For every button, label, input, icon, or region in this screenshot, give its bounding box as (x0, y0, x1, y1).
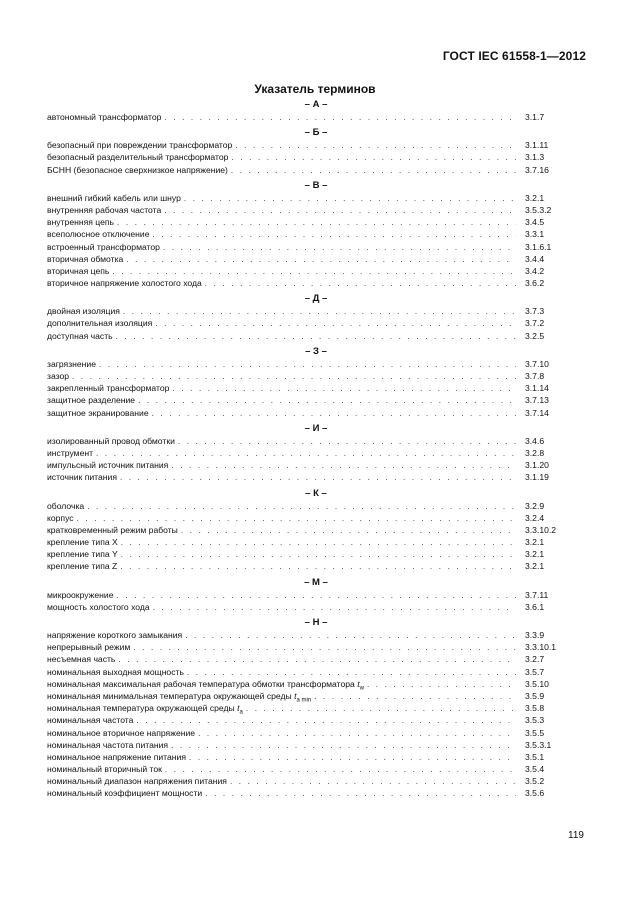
term-text: номинальная выходная мощность (47, 666, 184, 677)
index-term (47, 330, 113, 342)
index-reference: 3.2.8 (525, 447, 545, 458)
index-term (47, 265, 109, 277)
index-entry (47, 111, 577, 123)
dot-leader (117, 217, 516, 229)
dot-leader (189, 752, 516, 764)
term-text: зазор (47, 371, 70, 381)
dot-leader (230, 776, 516, 788)
term-text: кратковременный режим работы (47, 524, 178, 535)
index-reference: 3.6.1 (525, 601, 545, 612)
term-symbol-subscript: a min (296, 697, 312, 704)
dot-leader (231, 165, 516, 177)
index-term (47, 216, 114, 228)
index-reference: 3.7.3 (525, 306, 545, 317)
dot-leader (133, 642, 516, 654)
dot-leader (246, 703, 516, 715)
index-reference: 3.3.9 (525, 630, 545, 640)
index-reference: 3.7.2 (525, 318, 545, 329)
index-reference: 3.1.14 (525, 383, 549, 394)
index-entry (47, 151, 577, 163)
dot-leader (126, 254, 516, 266)
index-entry (47, 536, 577, 548)
index-entry (47, 512, 577, 524)
term-text: внутренняя рабочая частота (47, 204, 162, 215)
dot-leader (231, 152, 516, 164)
index-entry (47, 139, 577, 151)
index-reference: 3.4.2 (525, 265, 545, 276)
index-entry (47, 702, 577, 714)
index-entry (47, 666, 577, 678)
document-header: ГОСТ IEC 61558-1—2012 (442, 49, 586, 63)
index-entry (47, 228, 577, 240)
page-number: 119 (568, 830, 584, 841)
index-term (47, 524, 178, 536)
index-term (47, 394, 135, 406)
index-entry (47, 241, 577, 253)
index-entry (47, 253, 577, 265)
term-text: оболочка (47, 500, 85, 511)
term-text: закрепленный трансформатор (47, 383, 170, 394)
index-reference: 3.5.3.2 (525, 204, 552, 215)
index-term (47, 111, 161, 123)
index-term (47, 317, 152, 329)
index-entry (47, 164, 577, 176)
term-text: доступная часть (47, 330, 113, 341)
index-term (47, 512, 74, 524)
dot-leader (205, 278, 516, 290)
term-text: вторичная обмотка (47, 253, 124, 264)
index-reference: 3.5.7 (525, 666, 545, 677)
term-text: безопасный при повреждении трансформатор (47, 140, 233, 151)
index-reference: 3.5.10 (525, 678, 549, 689)
term-text: внутренняя цепь (47, 217, 115, 228)
index-reference: 3.5.8 (525, 703, 545, 714)
term-text: несъемная часть (47, 654, 116, 665)
term-text: вторичное напряжение холостого хода (47, 278, 202, 289)
index-title: Указатель терминов (254, 82, 376, 96)
term-text: номинальное напряжение питания (47, 751, 186, 762)
dot-leader (184, 193, 516, 205)
index-term (47, 739, 168, 751)
index-reference: 3.1.7 (525, 112, 545, 122)
term-text: номинальный диапазон напряжения питания (47, 776, 227, 787)
term-text: вторичная цепь (47, 265, 110, 276)
term-text: внешний гибкий кабель или шнур (47, 192, 181, 203)
index-term (47, 139, 232, 151)
index-entry (47, 382, 577, 394)
index-reference: 3.1.11 (525, 140, 549, 151)
index-term (47, 601, 150, 613)
index-term (47, 241, 160, 253)
dot-leader (181, 525, 516, 537)
index-entry (47, 305, 577, 317)
term-text: крепление типа Y (47, 549, 118, 560)
dot-leader (121, 537, 516, 549)
dot-leader (163, 242, 516, 254)
term-text: номинальная максимальная рабочая температура обмотки трансформатора (47, 678, 355, 689)
index-term (47, 589, 114, 601)
index-reference: 3.2.4 (525, 512, 545, 523)
index-reference: 3.2.1 (525, 549, 545, 560)
dot-leader (198, 728, 516, 740)
letter-heading: – В – (304, 179, 328, 191)
term-text: номинальное вторичное напряжение (47, 727, 196, 738)
term-text: микроокружение (47, 589, 114, 600)
dot-leader (117, 590, 517, 602)
index-reference: 3.1.3 (525, 152, 545, 163)
term-text: БСНН (безопасное сверхнизкое напряжение) (47, 164, 228, 175)
index-entry (47, 500, 577, 512)
index-reference: 3.5.3.1 (525, 739, 552, 750)
index-term (47, 641, 130, 653)
index-entry (47, 317, 577, 329)
term-text: крепление типа Z (47, 561, 118, 572)
term-text: номинальный коэффициент мощности (47, 788, 203, 799)
index-entry (47, 394, 577, 406)
index-reference: 3.2.7 (525, 654, 545, 665)
dot-leader (178, 436, 516, 448)
index-term (47, 459, 168, 471)
index-reference: 3.7.11 (525, 589, 549, 600)
term-text: крепление типа X (47, 537, 118, 548)
index-term (47, 164, 228, 176)
index-term (47, 548, 118, 560)
dot-leader (164, 205, 516, 217)
index-reference: 3.2.5 (525, 330, 545, 341)
index-reference: 3.5.9 (525, 690, 545, 701)
index-entry (47, 589, 577, 601)
term-text: источник питания (47, 472, 117, 483)
index-term (47, 560, 117, 572)
term-symbol: t (357, 678, 360, 689)
term-text: мощность холостого хода (47, 601, 150, 612)
index-term (47, 727, 195, 739)
dot-leader (314, 691, 516, 703)
index-entry (47, 763, 577, 775)
index-section (47, 126, 577, 176)
letter-heading: – И – (304, 422, 328, 434)
dot-leader (152, 229, 516, 241)
index-term (47, 763, 162, 775)
term-text: корпус (47, 512, 74, 523)
term-text: номинальный вторичный ток (47, 764, 162, 775)
index-term (47, 204, 161, 216)
index-reference: 3.2.9 (525, 500, 545, 511)
index-term (47, 447, 93, 459)
dot-leader (138, 395, 516, 407)
letter-heading: – К – (305, 487, 327, 499)
letter-heading: – Д – (304, 293, 328, 305)
index-reference: 3.5.5 (525, 727, 545, 738)
index-reference: 3.1.20 (525, 460, 549, 471)
index-term (47, 192, 181, 204)
index-section (47, 422, 577, 484)
index-entry (47, 560, 577, 572)
dot-leader (123, 306, 516, 318)
index-entry (47, 548, 577, 560)
dot-leader (120, 561, 516, 573)
index-reference: 3.5.2 (525, 776, 545, 787)
term-text: всеполюсное отключение (47, 229, 150, 240)
index-entry (47, 216, 577, 228)
index-term (47, 370, 69, 382)
index-term (47, 629, 182, 641)
index-section (47, 179, 577, 290)
index-entry (47, 653, 577, 665)
letter-heading: – З – (305, 345, 327, 357)
dot-leader (235, 140, 516, 152)
index-entry (47, 629, 577, 641)
term-text: непрерывный режим (47, 642, 131, 653)
index-entry (47, 265, 577, 277)
letter-heading: – М – (304, 576, 328, 588)
term-text: защитное разделение (47, 395, 136, 406)
index-content (47, 98, 577, 803)
letter-heading: – А – (304, 99, 328, 110)
term-text: инструмент (47, 447, 94, 458)
dot-leader (172, 383, 516, 395)
dot-leader (120, 472, 516, 484)
index-reference: 3.7.8 (525, 371, 545, 381)
index-section (47, 576, 577, 613)
index-entry (47, 204, 577, 216)
term-symbol: t (237, 703, 240, 714)
index-entry (47, 471, 577, 483)
dot-leader (99, 359, 516, 371)
index-entry (47, 601, 577, 613)
index-reference: 3.1.19 (525, 472, 549, 483)
index-section (47, 345, 577, 419)
term-symbol-subscript: a (239, 709, 243, 716)
index-term (47, 653, 115, 665)
index-term (47, 775, 227, 787)
index-section (47, 292, 577, 342)
index-reference: 3.4.4 (525, 253, 545, 264)
dot-leader (185, 630, 516, 642)
dot-leader (164, 112, 516, 124)
index-term (47, 358, 96, 370)
index-term (47, 435, 175, 447)
index-reference: 3.7.14 (525, 407, 549, 418)
index-reference: 3.2.1 (525, 537, 545, 548)
term-text: импульсный источник питания (47, 460, 169, 471)
term-text: изолированный провод обмотки (47, 435, 175, 446)
dot-leader (205, 788, 516, 800)
index-section (47, 616, 577, 800)
index-reference: 3.7.13 (525, 395, 549, 406)
dot-leader (153, 602, 516, 614)
index-term (47, 407, 149, 419)
index-reference: 3.1.6.1 (525, 241, 552, 252)
index-entry (47, 641, 577, 653)
term-text: загрязнение (47, 358, 96, 369)
index-entry (47, 727, 577, 739)
index-reference: 3.4.5 (525, 217, 545, 228)
dot-leader (152, 408, 516, 420)
index-reference: 3.6.2 (525, 278, 545, 289)
index-term (47, 277, 202, 289)
dot-leader (171, 740, 516, 752)
letter-heading: – Н – (304, 617, 328, 628)
index-reference: 3.7.10 (525, 358, 549, 369)
term-symbol: t (294, 690, 297, 701)
term-text: номинальная температура окружающей среды (47, 703, 235, 714)
index-section (47, 487, 577, 573)
index-term (47, 471, 117, 483)
index-entry (47, 447, 577, 459)
dot-leader (87, 501, 516, 513)
index-reference: 3.5.6 (525, 788, 545, 799)
dot-leader (121, 549, 516, 561)
index-term (47, 714, 133, 726)
index-reference: 3.5.1 (525, 751, 545, 762)
term-text: напряжение короткого замыкания (47, 630, 183, 640)
index-entry (47, 330, 577, 342)
index-entry (47, 407, 577, 419)
index-entry (47, 277, 577, 289)
index-term (47, 666, 184, 678)
index-entry (47, 192, 577, 204)
index-reference: 3.4.6 (525, 435, 545, 446)
term-text: автономный трансформатор (47, 112, 162, 122)
term-text: номинальная частота (47, 715, 134, 726)
index-reference: 3.2.1 (525, 192, 545, 203)
index-entry (47, 714, 577, 726)
term-symbol-subscript: w (359, 685, 364, 692)
term-text: встроенный трансформатор (47, 241, 160, 252)
index-term (47, 382, 169, 394)
index-reference: 3.2.1 (525, 561, 545, 572)
term-text: безопасный разделительный трансформатор (47, 152, 229, 163)
index-entry (47, 435, 577, 447)
index-term (47, 787, 202, 799)
term-text: дополнительная изоляция (47, 318, 153, 329)
index-entry (47, 739, 577, 751)
index-term (47, 751, 186, 763)
index-term (47, 500, 84, 512)
dot-leader (155, 318, 516, 330)
index-entry (47, 678, 577, 690)
index-term (47, 151, 228, 163)
index-reference: 3.5.3 (525, 715, 545, 726)
dot-leader (367, 679, 516, 691)
index-entry (47, 358, 577, 370)
dot-leader (171, 460, 516, 472)
index-reference: 3.3.1 (525, 229, 545, 240)
index-entry (47, 524, 577, 536)
index-entry (47, 459, 577, 471)
term-text: двойная изоляция (47, 306, 120, 317)
letter-heading: – Б – (304, 127, 328, 139)
index-section (47, 98, 577, 123)
index-term (47, 253, 123, 265)
index-term (47, 305, 120, 317)
index-reference: 3.3.10.1 (525, 642, 557, 653)
dot-leader (116, 331, 516, 343)
index-reference: 3.7.16 (525, 164, 549, 175)
index-reference: 3.5.4 (525, 764, 545, 775)
term-text: номинальная частота питания (47, 739, 169, 750)
index-reference: 3.3.10.2 (525, 524, 557, 535)
index-entry (47, 787, 577, 799)
index-entry (47, 370, 577, 382)
index-entry (47, 751, 577, 763)
index-entry (47, 775, 577, 787)
term-text: защитное экранирование (47, 407, 149, 418)
term-text: номинальная минимальная температура окружающей среды (47, 690, 292, 701)
index-term (47, 228, 149, 240)
index-term (47, 536, 118, 548)
